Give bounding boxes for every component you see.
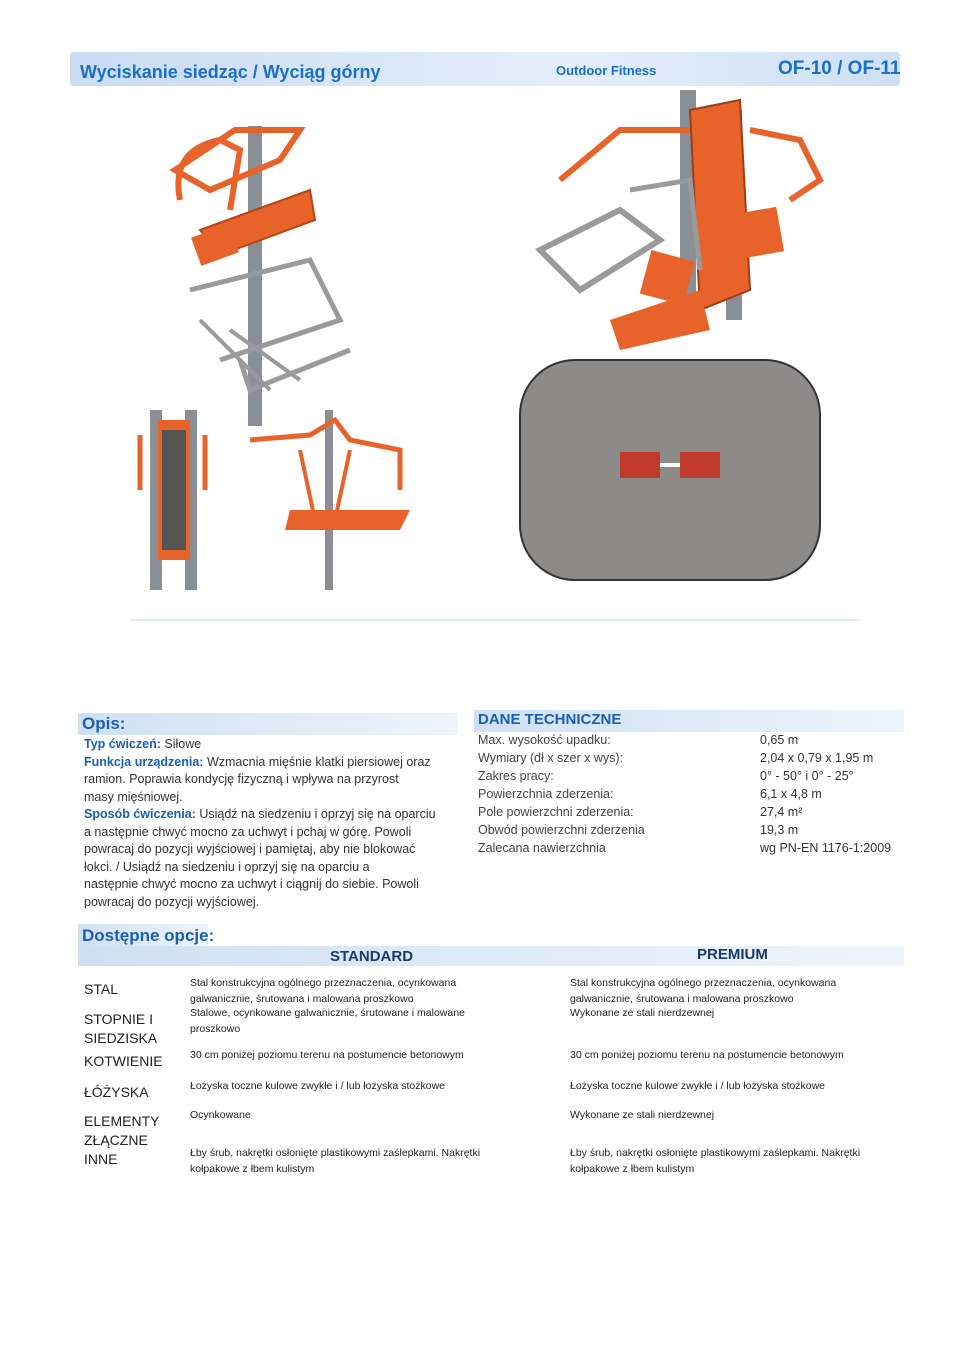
tech-label: Zalecana nawierzchnia (478, 841, 606, 855)
tech-row (478, 787, 908, 805)
opcje-column-bar (78, 946, 904, 966)
plan-view-drawing (520, 360, 820, 580)
option-label: INNE (84, 1151, 118, 1167)
tech-value: 6,1 x 4,8 m (760, 787, 822, 801)
typ-label: Typ ćwiczeń: (84, 737, 161, 751)
tech-value: 19,3 m (760, 823, 799, 837)
perspective-view-drawing (540, 90, 820, 350)
funkcja-line (84, 754, 459, 772)
funkcja-text: masy mięśniowej. (84, 789, 183, 804)
tech-value: 0,65 m (760, 733, 799, 747)
sposob-line (84, 806, 459, 824)
tech-value: wg PN-EN 1176-1:2009 (760, 841, 892, 855)
opis-heading-bar (78, 713, 458, 735)
option-standard: Stal konstrukcyjna ogólnego przeznaczenia, ocynkowana galwanicznie, śrutowana i malowana proszkowo (190, 977, 457, 1005)
opcje-heading: Dostępne opcje: (82, 926, 215, 945)
page-title: Wyciskanie siedząc / Wyciąg górny (80, 62, 381, 82)
option-standard: Stalowe, ocynkowane galwanicznie, śrutowane i malowane proszkowo (190, 1007, 465, 1035)
tech-label: Obwód powierzchni zderzenia (478, 823, 645, 837)
option-label: STAL (84, 981, 118, 997)
option-premium: Wykonane ze stali nierdzewnej (570, 1007, 715, 1019)
product-illustration (100, 90, 880, 630)
tech-label: Zakres pracy: (478, 769, 554, 783)
option-premium: Stal konstrukcyjna ogólnego przeznaczenia, ocynkowana galwanicznie, śrutowana i malowana proszkowo (570, 977, 837, 1005)
tech-value: 2,04 x 0,79 x 1,95 m (760, 751, 874, 765)
sposob-text: łokci. / Usiądź na siedzeniu i oprzyj się na oparciu a (84, 859, 370, 874)
option-standard: Ocynkowane (190, 1109, 251, 1121)
tech-row (478, 841, 908, 859)
sposob-text: a następnie chwyć mocno za uchwyt i pchaj w górę. Powoli (84, 824, 412, 839)
option-standard: Łożyska toczne kulowe zwykłe i / lub łożyska stożkowe (190, 1080, 446, 1092)
standard-column-head: STANDARD (330, 948, 414, 965)
tech-heading: DANE TECHNICZNE (478, 711, 622, 728)
option-premium: Wykonane ze stali nierdzewnej (570, 1109, 715, 1121)
tech-value: 27,4 m² (760, 805, 803, 819)
option-premium: Łożyska toczne kulowe zwykłe i / lub łożyska stożkowe (570, 1080, 826, 1092)
opis-heading: Opis: (82, 714, 126, 733)
tech-label: Powierzchnia zderzenia: (478, 787, 614, 801)
tech-row (478, 769, 908, 787)
option-label: STOPNIE I SIEDZISKA (84, 1011, 158, 1046)
option-standard: Łby śrub, nakrętki osłonięte plastikowymi zaślepkami. Nakrętki kołpakowe z łbem kulistym (190, 1147, 481, 1175)
opis-body (84, 736, 459, 911)
sposob-text: powracaj do pozycji wyjściowej i pamiętaj, aby nie blokować (84, 842, 416, 856)
funkcja-text: ramion. Poprawia kondycję fizyczną i wpływa na przyrost (84, 772, 399, 786)
funkcja-label: Funkcja urządzenia: (84, 754, 204, 769)
option-label: ELEMENTY ZŁĄCZNE (84, 1113, 160, 1148)
tech-row (478, 751, 908, 769)
tech-row (478, 805, 908, 823)
premium-column-head: PREMIUM (697, 946, 768, 963)
sposob-text: Usiądź na siedzeniu i oprzyj się na oparciu (199, 807, 436, 821)
funkcja-text: Wzmacnia mięśnie klatki piersiowej oraz (206, 754, 431, 769)
typ-line (84, 736, 459, 754)
tech-value: 0° - 50° i 0° - 25° (760, 769, 854, 783)
option-label: KOTWIENIE (84, 1053, 163, 1069)
sposob-text: następnie chwyć mocno za uchwyt i ciągnij do siebie. Powoli (84, 877, 419, 891)
option-standard: 30 cm poniżej poziomu terenu na postumencie betonowym (190, 1049, 464, 1061)
side-view-drawing (175, 126, 350, 426)
side-profile-drawing (250, 410, 410, 590)
tech-row (478, 823, 908, 841)
option-premium: 30 cm poniżej poziomu terenu na postumencie betonowym (570, 1049, 844, 1061)
tech-label: Pole powierzchni zderzenia: (478, 805, 634, 819)
sposob-label: Sposób ćwiczenia: (84, 807, 196, 821)
product-code: OF-10 / OF-11 (778, 58, 901, 79)
front-view-drawing (140, 410, 205, 590)
tech-label: Wymiary (dł x szer x wys): (478, 751, 624, 765)
brand-label: Outdoor Fitness (556, 63, 657, 78)
sposob-text: powracaj do pozycji wyjściowej. (84, 894, 260, 909)
typ-value: Siłowe (164, 737, 202, 751)
option-premium: Łby śrub, nakrętki osłonięte plastikowymi zaślepkami. Nakrętki kołpakowe z łbem kulistym (570, 1147, 861, 1175)
tech-label: Max. wysokość upadku: (478, 733, 611, 747)
tech-row (478, 733, 908, 751)
option-label: ŁÓŻYSKA (84, 1084, 149, 1100)
